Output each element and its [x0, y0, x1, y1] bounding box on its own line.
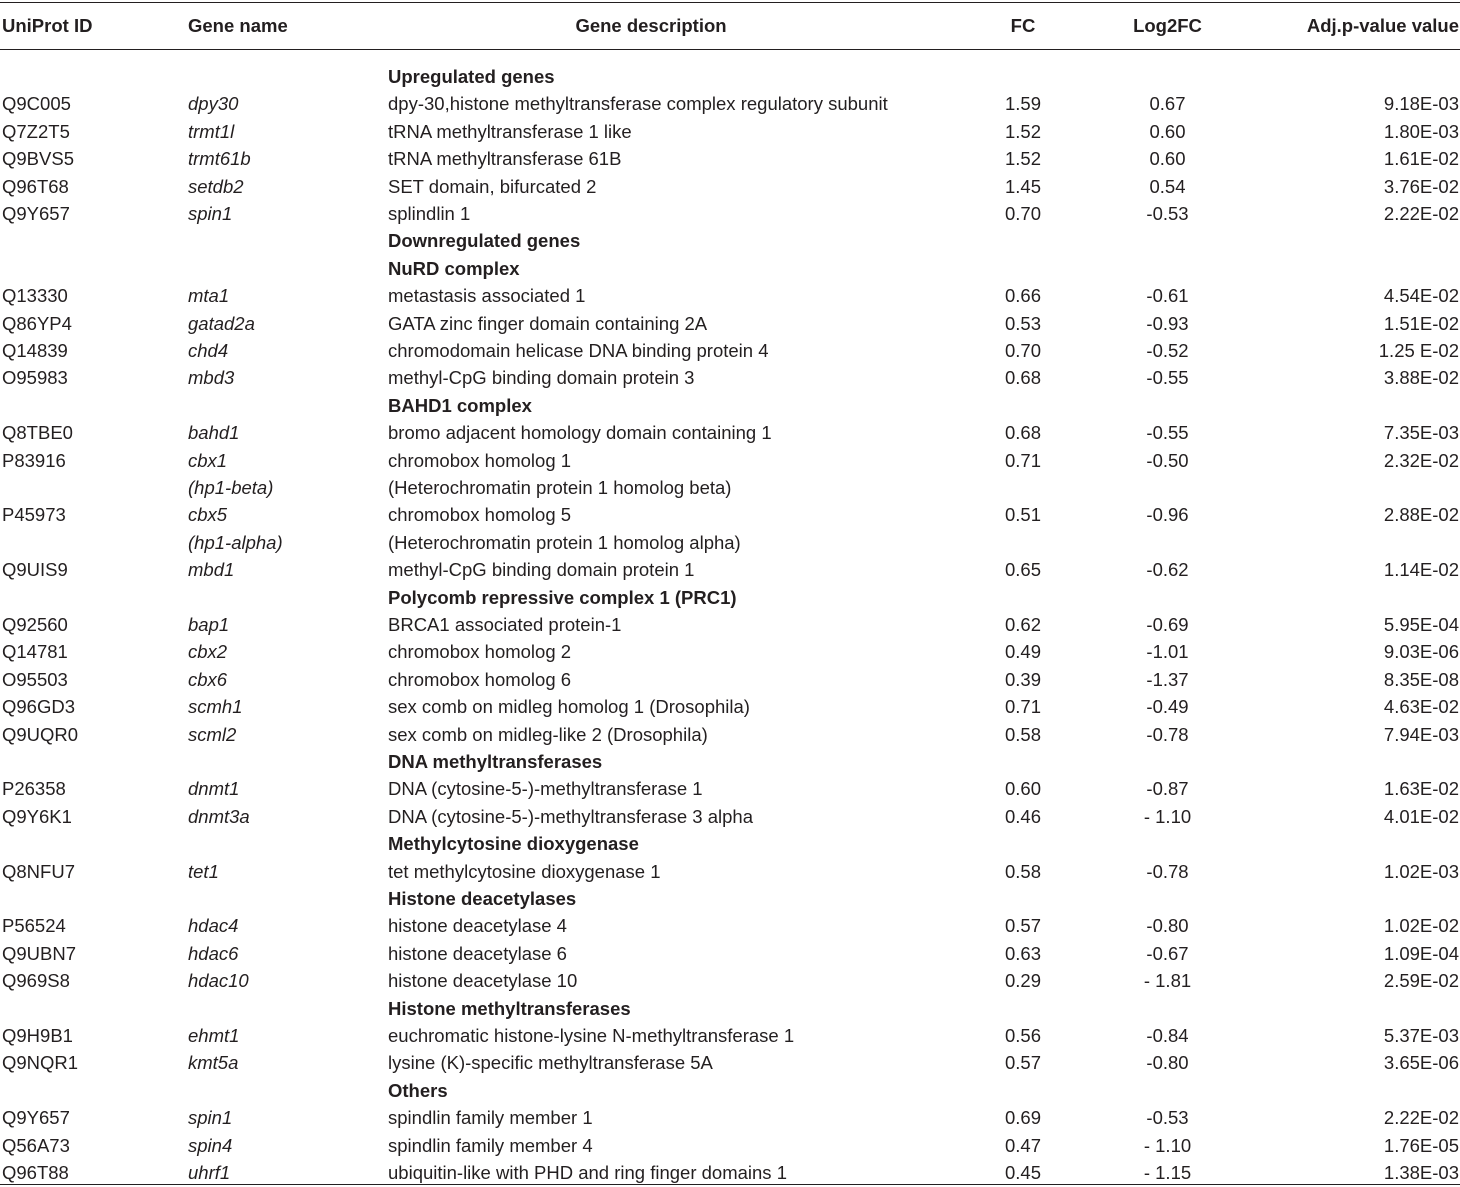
uniprot-id-cell: P45973 — [2, 504, 66, 526]
gene-description-cell: splindlin 1 — [388, 203, 471, 224]
gene-description-cell: (Heterochromatin protein 1 homolog alpha) — [388, 531, 741, 553]
gene-name-cell: scmh1 — [188, 696, 243, 718]
table-row — [0, 1049, 1460, 1076]
table-row — [0, 611, 1460, 638]
adj-p-value-cell: 1.51E-02 — [1383, 312, 1459, 334]
gene-description-cell: lysine (K)-specific methyltransferase 5A — [388, 1052, 713, 1074]
section-title: Histone deacetylases — [388, 888, 577, 909]
table-row — [0, 638, 1460, 665]
gene-name-cell: hdac4 — [188, 915, 239, 937]
gene-description-cell: tRNA methyltransferase 1 like — [388, 120, 632, 142]
section-header-row — [0, 1077, 1460, 1104]
adj-p-value-cell: 4.54E-02 — [1383, 285, 1459, 307]
fc-cell: 0.71 — [1004, 696, 1041, 718]
log2fc-cell: -1.37 — [1146, 668, 1189, 690]
uniprot-id-cell: Q56A73 — [2, 1134, 70, 1156]
section-title: Polycomb repressive complex 1 (PRC1) — [388, 586, 737, 608]
adj-p-value-cell: 5.95E-04 — [1383, 614, 1459, 635]
gene-description-cell: spindlin family member 1 — [388, 1107, 593, 1129]
uniprot-id-cell: O95983 — [2, 367, 68, 389]
table-row — [0, 693, 1460, 720]
section-header-row — [0, 748, 1460, 775]
log2fc-cell: - 1.10 — [1143, 805, 1192, 827]
uniprot-id-cell: Q9H9B1 — [2, 1025, 73, 1046]
uniprot-id-cell: Q13330 — [2, 285, 68, 307]
log2fc-cell: -0.80 — [1146, 915, 1189, 937]
uniprot-id-cell: Q9Y657 — [2, 203, 70, 224]
section-title: DNA methyltransferases — [388, 751, 603, 772]
gene-name-cell: hdac6 — [188, 942, 239, 964]
gene-name-cell: spin1 — [188, 1107, 233, 1129]
log2fc-cell: -0.78 — [1146, 860, 1189, 882]
gene-name-cell: mbd3 — [188, 367, 235, 389]
gene-description-cell: chromobox homolog 6 — [388, 668, 572, 690]
adj-p-value-cell: 7.94E-03 — [1383, 723, 1459, 745]
fc-cell: 0.62 — [1004, 614, 1041, 635]
table-row — [0, 1159, 1460, 1186]
log2fc-cell: -0.55 — [1146, 367, 1189, 389]
fc-cell: 1.52 — [1004, 120, 1041, 142]
log2fc-cell: -0.61 — [1146, 285, 1189, 307]
gene-name-cell: tet1 — [188, 860, 219, 882]
fc-cell: 0.56 — [1004, 1025, 1041, 1046]
table-header-row — [0, 12, 1460, 39]
section-header-row — [0, 392, 1460, 419]
fc-cell: 0.53 — [1004, 312, 1041, 334]
log2fc-cell: -0.52 — [1146, 340, 1189, 361]
gene-name-cell: bap1 — [188, 614, 230, 635]
fc-cell: 0.66 — [1004, 285, 1041, 307]
log2fc-cell: -0.49 — [1146, 696, 1189, 718]
gene-description-cell: chromobox homolog 2 — [388, 641, 572, 663]
uniprot-id-cell: Q96GD3 — [2, 696, 76, 718]
table-row — [0, 940, 1460, 967]
gene-description-cell: tet methylcytosine dioxygenase 1 — [388, 860, 661, 882]
fc-cell: 0.57 — [1004, 915, 1041, 937]
gene-description-cell: spindlin family member 4 — [388, 1134, 593, 1156]
gene-name-cell: (hp1-beta) — [188, 477, 274, 498]
fc-cell: 0.69 — [1004, 1107, 1041, 1129]
log2fc-cell: -0.80 — [1146, 1052, 1189, 1074]
log2fc-cell: -0.96 — [1146, 504, 1189, 526]
adj-p-value-cell: 4.01E-02 — [1383, 805, 1459, 827]
table-header-rule — [0, 49, 1460, 50]
table-row — [0, 556, 1460, 583]
gene-description-cell: DNA (cytosine-5-)-methyltransferase 1 — [388, 778, 703, 800]
gene-description-cell: sex comb on midleg-like 2 (Drosophila) — [388, 723, 708, 745]
gene-name-cell: dpy30 — [188, 93, 239, 115]
gene-description-cell: tRNA methyltransferase 61B — [388, 148, 622, 170]
gene-name-cell: (hp1-alpha) — [188, 531, 283, 553]
adj-p-value-cell: 1.38E-03 — [1383, 1162, 1459, 1183]
log2fc-cell: - 1.10 — [1143, 1134, 1192, 1156]
fc-cell: 0.49 — [1004, 641, 1041, 663]
fc-cell: 1.59 — [1004, 93, 1041, 115]
gene-description-cell: SET domain, bifurcated 2 — [388, 175, 597, 197]
uniprot-id-cell: Q9NQR1 — [2, 1052, 79, 1074]
gene-name-cell: uhrf1 — [188, 1162, 231, 1183]
table-row — [0, 858, 1460, 885]
gene-name-cell: mta1 — [188, 285, 230, 307]
adj-p-value-cell: 1.61E-02 — [1383, 148, 1459, 170]
gene-description-cell: dpy-30,histone methyltransferase complex regulatory subunit — [388, 93, 888, 115]
gene-name-cell: dnmt3a — [188, 805, 250, 827]
gene-name-cell: cbx2 — [188, 641, 228, 663]
fc-cell: 0.57 — [1004, 1052, 1041, 1074]
gene-name-cell: kmt5a — [188, 1052, 239, 1074]
fc-cell: 0.68 — [1004, 367, 1041, 389]
header-fc: FC — [1010, 15, 1036, 36]
gene-name-cell: setdb2 — [188, 175, 244, 197]
uniprot-id-cell: Q9UQR0 — [2, 723, 79, 745]
section-header-row — [0, 584, 1460, 611]
uniprot-id-cell: O95503 — [2, 668, 68, 690]
adj-p-value-cell: 3.76E-02 — [1383, 175, 1459, 197]
gene-description-cell: ubiquitin-like with PHD and ring finger domains 1 — [388, 1162, 787, 1183]
adj-p-value-cell: 2.22E-02 — [1383, 1107, 1459, 1129]
uniprot-id-cell: Q14781 — [2, 641, 68, 663]
adj-p-value-cell: 3.88E-02 — [1383, 367, 1459, 389]
table-row — [0, 501, 1460, 528]
log2fc-cell: -0.50 — [1146, 449, 1189, 471]
adj-p-value-cell: 2.22E-02 — [1383, 203, 1459, 224]
fc-cell: 0.58 — [1004, 723, 1041, 745]
log2fc-cell: 0.67 — [1149, 93, 1186, 115]
uniprot-id-cell: P56524 — [2, 915, 66, 937]
table-row — [0, 666, 1460, 693]
log2fc-cell: -0.62 — [1146, 559, 1189, 581]
adj-p-value-cell: 1.14E-02 — [1383, 559, 1459, 581]
gene-description-cell: histone deacetylase 6 — [388, 942, 567, 964]
table-bottom-rule — [0, 1184, 1460, 1185]
gene-description-cell: DNA (cytosine-5-)-methyltransferase 3 alpha — [388, 805, 754, 827]
gene-name-cell: spin4 — [188, 1134, 233, 1156]
fc-cell: 0.39 — [1004, 668, 1041, 690]
section-header-row — [0, 995, 1460, 1022]
fc-cell: 0.51 — [1004, 504, 1041, 526]
section-header-row — [0, 255, 1460, 282]
fc-cell: 0.70 — [1004, 203, 1041, 224]
uniprot-id-cell: Q96T68 — [2, 175, 69, 197]
adj-p-value-cell: 2.59E-02 — [1383, 970, 1459, 992]
uniprot-id-cell: Q7Z2T5 — [2, 120, 70, 142]
section-title: NuRD complex — [388, 257, 520, 279]
uniprot-id-cell: Q969S8 — [2, 970, 70, 992]
adj-p-value-cell: 1.76E-05 — [1383, 1134, 1459, 1156]
table-row — [0, 282, 1460, 309]
uniprot-id-cell: Q92560 — [2, 614, 68, 635]
gene-description-cell: methyl-CpG binding domain protein 3 — [388, 367, 695, 389]
gene-name-cell: trmt61b — [188, 148, 251, 170]
section-header-row — [0, 885, 1460, 912]
section-title: Histone methyltransferases — [388, 997, 631, 1019]
adj-p-value-cell: 1.02E-02 — [1383, 915, 1459, 937]
table-row — [0, 474, 1460, 501]
table-row — [0, 118, 1460, 145]
gene-name-cell: cbx1 — [188, 449, 228, 471]
header-gene-description: Gene description — [575, 15, 727, 36]
section-title: Downregulated genes — [388, 230, 581, 252]
header-uniprot-id: UniProt ID — [2, 15, 93, 36]
gene-description-cell: chromobox homolog 1 — [388, 449, 572, 471]
uniprot-id-cell: Q8NFU7 — [2, 860, 75, 882]
fc-cell: 0.63 — [1004, 942, 1041, 964]
adj-p-value-cell: 3.65E-06 — [1383, 1052, 1459, 1074]
gene-name-cell: hdac10 — [188, 970, 249, 992]
adj-p-value-cell: 9.18E-03 — [1383, 93, 1459, 115]
gene-name-cell: spin1 — [188, 203, 233, 224]
table-row — [0, 1132, 1460, 1159]
section-header-row — [0, 63, 1460, 90]
gene-name-cell: chd4 — [188, 340, 229, 361]
table-row — [0, 200, 1460, 227]
gene-description-cell: chromodomain helicase DNA binding protein 4 — [388, 340, 769, 361]
gene-name-cell: cbx6 — [188, 668, 228, 690]
log2fc-cell: 0.60 — [1149, 120, 1186, 142]
gene-name-cell: gatad2a — [188, 312, 255, 334]
table-top-rule — [0, 2, 1460, 3]
fc-cell: 1.52 — [1004, 148, 1041, 170]
header-gene-name: Gene name — [188, 15, 288, 36]
adj-p-value-cell: 1.80E-03 — [1383, 120, 1459, 142]
table-row — [0, 364, 1460, 391]
log2fc-cell: -0.78 — [1146, 723, 1189, 745]
gene-name-cell: bahd1 — [188, 422, 240, 444]
section-title: Upregulated genes — [388, 66, 555, 87]
header-adj-p-value: Adj.p-value value — [1306, 15, 1459, 36]
uniprot-id-cell: Q9UIS9 — [2, 559, 68, 581]
gene-name-cell: cbx5 — [188, 504, 228, 526]
fc-cell: 0.65 — [1004, 559, 1041, 581]
section-title: BAHD1 complex — [388, 394, 532, 416]
table-row — [0, 529, 1460, 556]
adj-p-value-cell: 2.32E-02 — [1383, 449, 1459, 471]
adj-p-value-cell: 5.37E-03 — [1383, 1025, 1459, 1046]
adj-p-value-cell: 4.63E-02 — [1383, 696, 1459, 718]
table-row — [0, 173, 1460, 200]
table-row — [0, 775, 1460, 802]
log2fc-cell: - 1.15 — [1143, 1162, 1192, 1183]
uniprot-id-cell: Q9UBN7 — [2, 942, 77, 964]
fc-cell: 0.70 — [1004, 340, 1041, 361]
fc-cell: 0.47 — [1004, 1134, 1041, 1156]
log2fc-cell: 0.60 — [1149, 148, 1186, 170]
log2fc-cell: 0.54 — [1149, 175, 1186, 197]
gene-description-cell: (Heterochromatin protein 1 homolog beta) — [388, 477, 732, 498]
table-row — [0, 1022, 1460, 1049]
gene-description-cell: euchromatic histone-lysine N-methyltransferase 1 — [388, 1025, 795, 1046]
uniprot-id-cell: Q9C005 — [2, 93, 71, 115]
table-row — [0, 145, 1460, 172]
gene-description-cell: BRCA1 associated protein-1 — [388, 614, 622, 635]
log2fc-cell: -0.53 — [1146, 1107, 1189, 1129]
adj-p-value-cell: 7.35E-03 — [1383, 422, 1459, 444]
gene-name-cell: mbd1 — [188, 559, 235, 581]
log2fc-cell: -0.84 — [1146, 1025, 1189, 1046]
log2fc-cell: -0.93 — [1146, 312, 1189, 334]
log2fc-cell: -0.53 — [1146, 203, 1189, 224]
gene-description-cell: methyl-CpG binding domain protein 1 — [388, 559, 695, 581]
gene-name-cell: trmt1l — [188, 120, 235, 142]
table-row — [0, 1104, 1460, 1131]
adj-p-value-cell: 9.03E-06 — [1383, 641, 1459, 663]
fc-cell: 0.68 — [1004, 422, 1041, 444]
gene-name-cell: ehmt1 — [188, 1025, 240, 1046]
log2fc-cell: -0.87 — [1146, 778, 1189, 800]
uniprot-id-cell: P83916 — [2, 449, 66, 471]
gene-description-cell: GATA zinc finger domain containing 2A — [388, 312, 708, 334]
adj-p-value-cell: 8.35E-08 — [1383, 668, 1459, 690]
gene-name-cell: dnmt1 — [188, 778, 240, 800]
table-row — [0, 721, 1460, 748]
fc-cell: 1.45 — [1004, 175, 1041, 197]
section-title: Methylcytosine dioxygenase — [388, 833, 639, 855]
log2fc-cell: -0.55 — [1146, 422, 1189, 444]
fc-cell: 0.58 — [1004, 860, 1041, 882]
uniprot-id-cell: Q9Y657 — [2, 1107, 70, 1129]
table-row — [0, 419, 1460, 446]
uniprot-id-cell: Q9BVS5 — [2, 148, 74, 170]
fc-cell: 0.60 — [1004, 778, 1041, 800]
gene-description-cell: sex comb on midleg homolog 1 (Drosophila) — [388, 696, 750, 718]
gene-description-cell: bromo adjacent homology domain containing 1 — [388, 422, 772, 444]
table-row — [0, 803, 1460, 830]
log2fc-cell: -0.67 — [1146, 942, 1189, 964]
log2fc-cell: -0.69 — [1146, 614, 1189, 635]
fc-cell: 0.46 — [1004, 805, 1041, 827]
table-row — [0, 447, 1460, 474]
table-row — [0, 90, 1460, 117]
uniprot-id-cell: Q14839 — [2, 340, 68, 361]
uniprot-id-cell: Q9Y6K1 — [2, 805, 72, 827]
adj-p-value-cell: 1.02E-03 — [1383, 860, 1459, 882]
gene-description-cell: histone deacetylase 10 — [388, 970, 578, 992]
table-row — [0, 337, 1460, 364]
section-header-row — [0, 830, 1460, 857]
table-row — [0, 912, 1460, 939]
log2fc-cell: - 1.81 — [1143, 970, 1192, 992]
gene-description-cell: histone deacetylase 4 — [388, 915, 567, 937]
uniprot-id-cell: Q8TBE0 — [2, 422, 73, 444]
adj-p-value-cell: 1.09E-04 — [1383, 942, 1459, 964]
section-title: Others — [388, 1079, 448, 1101]
table-row — [0, 310, 1460, 337]
fc-cell: 0.71 — [1004, 449, 1041, 471]
uniprot-id-cell: P26358 — [2, 778, 66, 800]
adj-p-value-cell: 2.88E-02 — [1383, 504, 1459, 526]
uniprot-id-cell: Q96T88 — [2, 1162, 69, 1183]
uniprot-id-cell: Q86YP4 — [2, 312, 72, 334]
gene-name-cell: scml2 — [188, 723, 237, 745]
header-log2fc: Log2FC — [1133, 15, 1202, 36]
fc-cell: 0.45 — [1004, 1162, 1041, 1183]
adj-p-value-cell: 1.63E-02 — [1383, 778, 1459, 800]
table-row — [0, 967, 1460, 994]
gene-description-cell: chromobox homolog 5 — [388, 504, 572, 526]
log2fc-cell: -1.01 — [1146, 641, 1189, 663]
gene-description-cell: metastasis associated 1 — [388, 285, 586, 307]
fc-cell: 0.29 — [1004, 970, 1041, 992]
section-header-row — [0, 227, 1460, 254]
adj-p-value-cell: 1.25 E-02 — [1378, 340, 1459, 361]
